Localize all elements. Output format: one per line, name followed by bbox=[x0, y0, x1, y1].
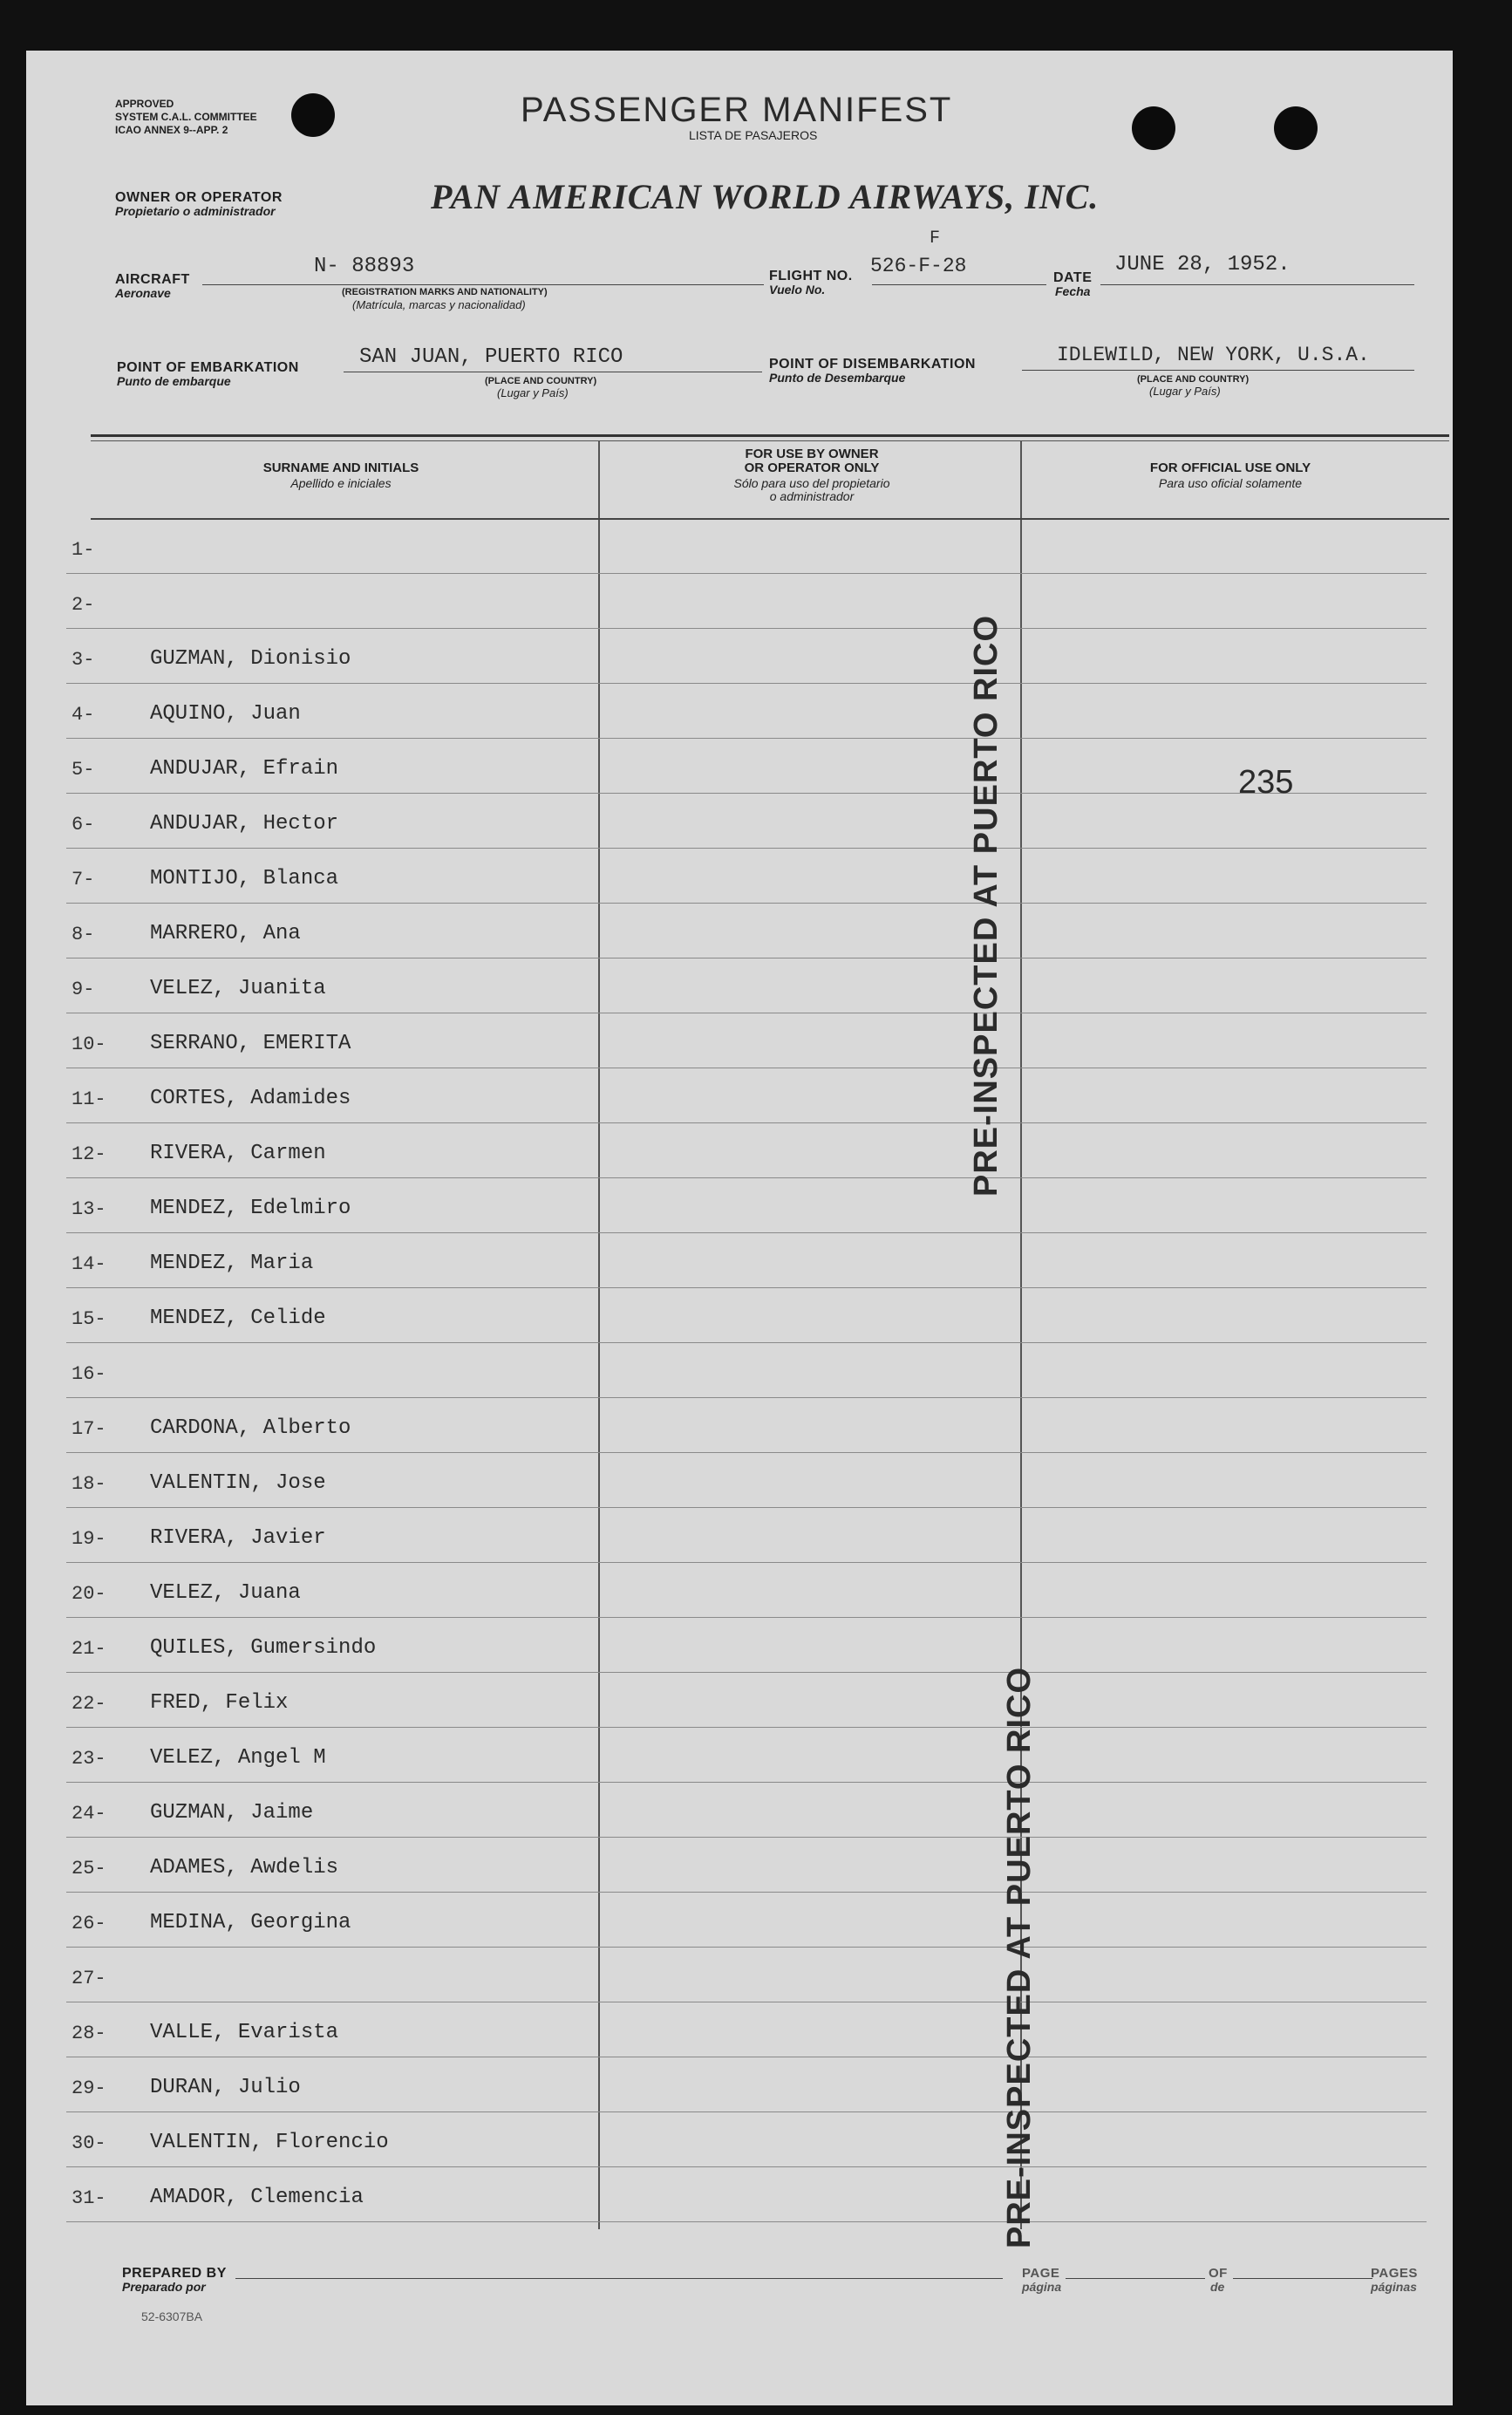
row-number: 3- bbox=[72, 649, 95, 671]
passenger-name: MEDINA, Georgina bbox=[150, 1911, 351, 1934]
row-number: 26- bbox=[72, 1913, 106, 1934]
table-row-line bbox=[66, 738, 1427, 739]
owner-label-es: Propietario o administrador bbox=[115, 204, 276, 218]
passenger-name: MONTIJO, Blanca bbox=[150, 867, 339, 890]
approval-line-3: ICAO ANNEX 9--APP. 2 bbox=[115, 124, 228, 136]
row-number: 9- bbox=[72, 979, 95, 1000]
passenger-name: ANDUJAR, Efrain bbox=[150, 757, 339, 781]
prepared-label: PREPARED BY bbox=[122, 2266, 227, 2281]
table-row-line bbox=[66, 1452, 1427, 1453]
table-row-line bbox=[66, 1947, 1427, 1948]
row-number: 1- bbox=[72, 539, 95, 561]
row-number: 18- bbox=[72, 1473, 106, 1495]
pages-label-es: páginas bbox=[1371, 2280, 1417, 2294]
table-row-line bbox=[66, 1562, 1427, 1563]
table-top-rule-2 bbox=[91, 440, 1449, 441]
row-number: 29- bbox=[72, 2077, 106, 2099]
passenger-name: MENDEZ, Celide bbox=[150, 1306, 326, 1330]
row-number: 8- bbox=[72, 924, 95, 945]
date-label-es: Fecha bbox=[1055, 284, 1091, 298]
passenger-name: MENDEZ, Maria bbox=[150, 1252, 314, 1275]
row-number: 12- bbox=[72, 1143, 106, 1165]
flight-label: FLIGHT NO. bbox=[769, 269, 853, 283]
row-number: 21- bbox=[72, 1638, 106, 1660]
table-row-line bbox=[66, 1837, 1427, 1838]
passenger-name: RIVERA, Javier bbox=[150, 1526, 326, 1550]
page-title-es: LISTA DE PASAJEROS bbox=[689, 128, 818, 142]
passenger-name: VELEZ, Juanita bbox=[150, 977, 326, 1000]
embark-label-es: Punto de embarque bbox=[117, 374, 231, 388]
table-row-line bbox=[66, 903, 1427, 904]
of-rule bbox=[1233, 2278, 1372, 2279]
aircraft-note: (REGISTRATION MARKS AND NATIONALITY) bbox=[342, 287, 548, 297]
passenger-name: ADAMES, Awdelis bbox=[150, 1856, 339, 1879]
row-number: 4- bbox=[72, 704, 95, 726]
col2-header-es-line2: o administrador bbox=[769, 489, 855, 503]
row-number: 28- bbox=[72, 2023, 106, 2044]
page-label: PAGE bbox=[1022, 2266, 1060, 2281]
table-row-line bbox=[66, 1727, 1427, 1728]
date-label: DATE bbox=[1053, 270, 1093, 285]
flight-rule bbox=[872, 284, 1046, 285]
passenger-name: VELEZ, Angel M bbox=[150, 1746, 326, 1770]
table-row-line bbox=[66, 1892, 1427, 1893]
row-number: 25- bbox=[72, 1858, 106, 1879]
row-number: 31- bbox=[72, 2187, 106, 2209]
owner-label: OWNER OR OPERATOR bbox=[115, 190, 283, 205]
table-row-line bbox=[66, 628, 1427, 629]
passenger-name: ANDUJAR, Hector bbox=[150, 812, 339, 836]
header-bottom-rule bbox=[91, 518, 1449, 520]
passenger-name: VALENTIN, Jose bbox=[150, 1471, 326, 1495]
aircraft-label-es: Aeronave bbox=[115, 286, 171, 300]
disembark-place-note-es: (Lugar y País) bbox=[1149, 385, 1221, 398]
table-row-line bbox=[66, 683, 1427, 684]
table-row-line bbox=[66, 848, 1427, 849]
table-row-line bbox=[66, 1617, 1427, 1618]
passenger-name: QUILES, Gumersindo bbox=[150, 1636, 377, 1660]
col2-header-line2: OR OPERATOR ONLY bbox=[744, 460, 880, 475]
table-row-line bbox=[66, 1342, 1427, 1343]
row-number: 5- bbox=[72, 759, 95, 781]
disembark-label-es: Punto de Desembarque bbox=[769, 371, 906, 385]
form-number: 52-6307BA bbox=[141, 2309, 203, 2323]
approval-line-1: APPROVED bbox=[115, 98, 174, 110]
table-row-line bbox=[66, 1397, 1427, 1398]
row-number: 14- bbox=[72, 1253, 106, 1275]
flight-value: 526-F-28 bbox=[870, 255, 967, 277]
passenger-name: VALENTIN, Florencio bbox=[150, 2131, 389, 2154]
disembark-label: POINT OF DISEMBARKATION bbox=[769, 357, 976, 372]
table-row-line bbox=[66, 1507, 1427, 1508]
table-row-line bbox=[66, 2111, 1427, 2112]
pages-label: PAGES bbox=[1371, 2266, 1418, 2281]
table-row-line bbox=[66, 1177, 1427, 1178]
passenger-name: AMADOR, Clemencia bbox=[150, 2186, 364, 2209]
official-note: 235 bbox=[1238, 764, 1294, 801]
col3-header-es: Para uso oficial solamente bbox=[1158, 476, 1303, 490]
row-number: 2- bbox=[72, 594, 95, 616]
table-row-line bbox=[66, 2221, 1427, 2222]
prepared-rule bbox=[235, 2278, 1003, 2279]
row-number: 6- bbox=[72, 814, 95, 836]
passenger-name: CARDONA, Alberto bbox=[150, 1416, 351, 1440]
col3-header: FOR OFFICIAL USE ONLY bbox=[1149, 460, 1311, 475]
row-number: 27- bbox=[72, 1968, 106, 1989]
preinspected-stamp-upper: PRE-INSPECTED AT PUERTO RICO bbox=[968, 614, 1005, 1197]
passenger-name: VALLE, Evarista bbox=[150, 2021, 339, 2044]
flight-label-es: Vuelo No. bbox=[769, 283, 826, 297]
preinspected-stamp-lower: PRE-INSPECTED AT PUERTO RICO bbox=[1001, 1666, 1038, 2248]
passenger-name: SERRANO, EMERITA bbox=[150, 1032, 351, 1055]
of-label: OF bbox=[1209, 2266, 1228, 2281]
passenger-name: AQUINO, Juan bbox=[150, 702, 301, 726]
column-divider-1 bbox=[598, 441, 600, 2229]
page-rule bbox=[1066, 2278, 1205, 2279]
table-row-line bbox=[66, 1287, 1427, 1288]
col1-header: SURNAME AND INITIALS bbox=[262, 460, 419, 475]
date-value: JUNE 28, 1952. bbox=[1114, 253, 1291, 276]
row-number: 24- bbox=[72, 1803, 106, 1825]
embark-label: POINT OF EMBARKATION bbox=[117, 360, 299, 375]
table-row-line bbox=[66, 1672, 1427, 1673]
disembark-value: IDLEWILD, NEW YORK, U.S.A. bbox=[1057, 344, 1370, 366]
row-number: 17- bbox=[72, 1418, 106, 1440]
table-row-line bbox=[66, 573, 1427, 574]
passenger-name: CORTES, Adamides bbox=[150, 1087, 351, 1110]
row-number: 7- bbox=[72, 869, 95, 890]
embark-place-note-es: (Lugar y País) bbox=[497, 386, 569, 399]
approval-line-2: SYSTEM C.A.L. COMMITTEE bbox=[115, 111, 257, 123]
punch-hole-left bbox=[291, 93, 335, 137]
punch-hole-center bbox=[1132, 106, 1175, 150]
table-row-line bbox=[66, 1232, 1427, 1233]
embark-value: SAN JUAN, PUERTO RICO bbox=[359, 345, 623, 369]
of-label-es: de bbox=[1210, 2280, 1225, 2294]
row-number: 23- bbox=[72, 1748, 106, 1770]
passenger-name: GUZMAN, Jaime bbox=[150, 1801, 314, 1825]
aircraft-note-es: (Matrícula, marcas y nacionalidad) bbox=[352, 298, 526, 311]
owner-value: PAN AMERICAN WORLD AIRWAYS, INC. bbox=[431, 177, 1100, 216]
passenger-name: DURAN, Julio bbox=[150, 2076, 301, 2099]
page-label-es: página bbox=[1022, 2280, 1062, 2294]
table-row-line bbox=[66, 793, 1427, 794]
table-row-line bbox=[66, 1782, 1427, 1783]
passenger-name: GUZMAN, Dionisio bbox=[150, 647, 351, 671]
col2-header-es-line1: Sólo para uso del propietario bbox=[733, 476, 890, 490]
row-number: 20- bbox=[72, 1583, 106, 1605]
passenger-name: FRED, Felix bbox=[150, 1691, 289, 1715]
aircraft-label: AIRCRAFT bbox=[115, 272, 190, 287]
passenger-name: MARRERO, Ana bbox=[150, 922, 301, 945]
passenger-name: RIVERA, Carmen bbox=[150, 1142, 326, 1165]
punch-hole-right bbox=[1274, 106, 1318, 150]
row-number: 19- bbox=[72, 1528, 106, 1550]
passenger-name: VELEZ, Juana bbox=[150, 1581, 301, 1605]
table-row-line bbox=[66, 2166, 1427, 2167]
embark-place-note: (PLACE AND COUNTRY) bbox=[485, 376, 597, 386]
col1-header-es: Apellido e iniciales bbox=[290, 476, 392, 490]
row-number: 10- bbox=[72, 1034, 106, 1055]
date-rule bbox=[1100, 284, 1414, 285]
row-number: 22- bbox=[72, 1693, 106, 1715]
col2-header-line1: FOR USE BY OWNER bbox=[745, 447, 879, 461]
row-number: 15- bbox=[72, 1308, 106, 1330]
passenger-name: MENDEZ, Edelmiro bbox=[150, 1197, 351, 1220]
aircraft-value: N- 88893 bbox=[314, 255, 415, 278]
prepared-label-es: Preparado por bbox=[122, 2280, 206, 2294]
row-number: 16- bbox=[72, 1363, 106, 1385]
table-row-line bbox=[66, 1122, 1427, 1123]
table-top-rule bbox=[91, 434, 1449, 437]
row-number: 30- bbox=[72, 2132, 106, 2154]
aircraft-rule bbox=[202, 284, 764, 285]
row-number: 13- bbox=[72, 1198, 106, 1220]
row-number: 11- bbox=[72, 1088, 106, 1110]
page-title: PASSENGER MANIFEST bbox=[521, 91, 953, 129]
flight-mark: F bbox=[930, 229, 941, 249]
manifest-sheet bbox=[26, 51, 1453, 2405]
disembark-rule bbox=[1022, 370, 1414, 371]
disembark-place-note: (PLACE AND COUNTRY) bbox=[1137, 374, 1250, 385]
